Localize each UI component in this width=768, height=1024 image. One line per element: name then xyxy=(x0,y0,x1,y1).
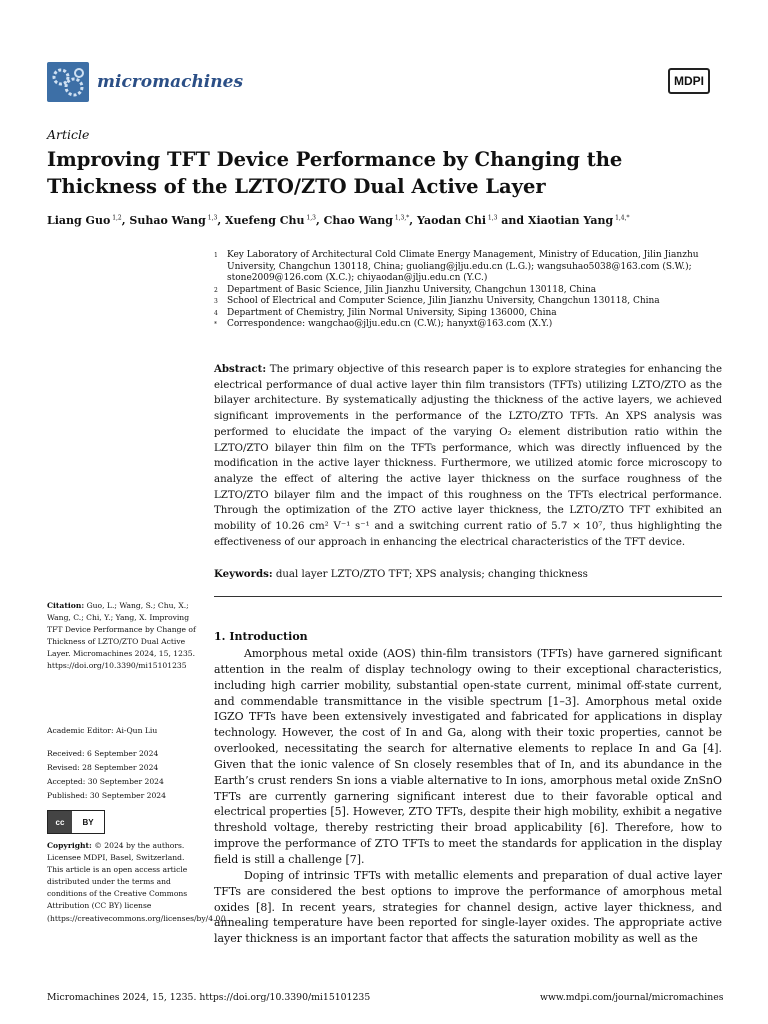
publisher-name: MDPI xyxy=(668,68,710,94)
affiliation-text: School of Electrical and Computer Science, Jilin Jianzhu University, Changchun 130118, China xyxy=(227,296,660,306)
affiliation-item xyxy=(214,296,724,308)
author-affiliation-mark: 1,3 xyxy=(486,214,498,222)
affiliation-mark: 4 xyxy=(214,309,218,317)
affiliation-text: Department of Chemistry, Jilin Normal University, Siping 136000, China xyxy=(227,307,557,318)
author-name[interactable]: Liang Guo xyxy=(47,214,111,227)
author-affiliation-mark: 1,4,* xyxy=(613,214,630,222)
article-type: Article xyxy=(47,127,90,142)
section-heading: 1. Introduction xyxy=(214,630,308,643)
date-accepted: Accepted: 30 September 2024 xyxy=(47,777,164,786)
affiliations xyxy=(214,250,724,331)
affiliation-item xyxy=(214,308,724,320)
author-affiliation-mark: 1,3,* xyxy=(392,214,410,222)
footer-citation[interactable]: Micromachines 2024, 15, 1235. https://doi.org/10.3390/mi15101235 xyxy=(47,992,371,1003)
footer-journal-link[interactable]: www.mdpi.com/journal/micromachines xyxy=(540,992,724,1003)
affiliation-text: Correspondence: wangchao@jlju.edu.cn (C.W.); hanyxt@163.com (X.Y.) xyxy=(227,319,553,329)
author-name[interactable]: Yaodan Chi xyxy=(416,214,486,227)
date-received: Received: 6 September 2024 xyxy=(47,749,159,758)
page-title: Improving TFT Device Performance by Changing the Thickness of the LZTO/ZTO Dual Active Layer xyxy=(47,148,623,198)
affiliation-text: Department of Basic Science, Jilin Jianzhu University, Changchun 130118, China xyxy=(227,284,597,295)
divider xyxy=(214,596,722,597)
academic-editor: Academic Editor: Ai-Qun Liu xyxy=(47,726,158,735)
keywords-text: dual layer LZTO/ZTO TFT; XPS analysis; changing thickness xyxy=(275,569,588,580)
author-name[interactable]: Chao Wang xyxy=(323,214,393,227)
affiliation-mark: 2 xyxy=(214,286,218,294)
copyright-block xyxy=(47,840,229,925)
citation-block xyxy=(47,600,197,673)
keywords-label: Keywords: xyxy=(214,568,273,580)
affiliation-text: Key Laboratory of Architectural Cold Climate Energy Management, Ministry of Education, Jilin Jianzhu University, Changchun 130118, China; guoliang@jlju.edu.cn (L.G.); wangsuhao5038@163.com (S.W.); stone2009@126.com (X.C.); chiyaodan@jlju.edu.cn (Y.C.) xyxy=(227,250,699,283)
cc-license-icon[interactable]: cc BY xyxy=(47,810,105,834)
author-list: Liang Guo $^{1,2}$, Suhao Wang $^{1,3}$, Xuefeng Chu $^{1,3}$, Chao Wang $^{1,3,*}$, Yaodan Chi $^{1,3}$ and Xiaotian Yang $^{1,4,*}$ xyxy=(47,214,630,227)
journal-name: micromachines xyxy=(97,72,244,92)
citation-text[interactable]: Guo, L.; Wang, S.; Chu, X.; Wang, C.; Chi, Y.; Yang, X. Improving TFT Device Performance by Change of Thickness of LZTO/ZTO Dual Active Layer. Micromachines 2024, 15, 1235. https://doi.org/10.3390/mi15101235 xyxy=(47,601,196,671)
date-revised: Revised: 28 September 2024 xyxy=(47,763,159,772)
paragraph: Amorphous metal oxide (AOS) thin-film transistors (TFTs) have garnered significant attention in the realm of display technology owing to their exceptional characteristics, including high carrier mobility, substantial open-state current, minimal off-state current, and commendable transmittance in the visible spectrum [1–3]. Amorphous metal oxide IGZO TFTs have been extensively investigated and fabricated for applications in display technology. However, the cost of In and Ga, along with their toxic properties, cannot be overlooked, necessitating the search for alternative elements to replace In and Ga [4]. Given that the ionic valence of Sn closely resembles that of In, and its abundance in the Earth’s crust renders Sn ions a viable alternative to In ions, amorphous metal oxide ZnSnO TFTs are currently garnering significant interest due to their favorable optical and electrical properties [5]. However, ZTO TFTs, despite their high mobility, exhibit a negative threshold voltage, thereby restricting their broad applicability [6]. Therefore, how to improve the performance of ZTO TFTs to meet the standards for application in the display field is still a challenge [7]. xyxy=(214,647,722,866)
author-name[interactable]: Xiaotian Yang xyxy=(527,214,614,227)
publisher-logo xyxy=(668,68,710,94)
affiliation-mark: 1 xyxy=(214,252,218,259)
affiliation-item xyxy=(214,285,724,297)
body-text xyxy=(214,646,722,947)
copyright-label: Copyright: xyxy=(47,841,92,850)
affiliation-item xyxy=(214,319,724,331)
author-name[interactable]: Suhao Wang xyxy=(129,214,206,227)
date-published: Published: 30 September 2024 xyxy=(47,791,166,800)
gears-icon xyxy=(47,62,89,102)
author-affiliation-mark: 1,3 xyxy=(205,214,218,222)
author-affiliation-mark: 1,2 xyxy=(110,214,122,222)
affiliation-item xyxy=(214,250,724,285)
author-affiliation-mark: 1,3 xyxy=(304,214,316,222)
abstract xyxy=(214,362,722,550)
citation-label: Citation: xyxy=(47,601,85,610)
journal-logo xyxy=(47,62,243,102)
keywords xyxy=(214,568,722,580)
author-name[interactable]: Xuefeng Chu xyxy=(225,214,305,227)
abstract-text: The primary objective of this research paper is to explore strategies for enhancing the electrical performance of dual active layer thin film transistors (TFTs) utilizing LZTO/ZTO as the bilayer architecture. By systematically adjusting the thickness of the active layers, we achieved significant improvements in the performance of the LZTO/ZTO TFTs. An XPS analysis was performed to elucidate the impact of the varying O₂ element distribution ratio within the LZTO/ZTO bilayer thin film on the TFTs performance, which was directly influenced by the modification in the active layer thickness. Furthermore, we utilized atomic force microscopy to analyze the effect of altering the active layer thickness on the surface roughness of the LZTO/ZTO bilayer film and the impact of this roughness on the TFTs electrical performance. Through the optimization of the ZTO active layer thickness, the LZTO/ZTO TFT exhibited an mobility of 10.26 cm² V⁻¹ s⁻¹ and a switching current ratio of 5.7 × 10⁷, thus highlighting the effectiveness of our approach in enhancing the electrical characteristics of the TFT device. xyxy=(214,364,722,548)
paragraph: Doping of intrinsic TFTs with metallic elements and preparation of dual active layer TFTs are considered the best options to improve the performance of amorphous metal oxides [8]. In recent years, strategies for channel design, active layer thickness, and annealing temperature have been reported for single-layer oxides. The appropriate active layer thickness is an important factor that affects the saturation mobility as well as the xyxy=(214,868,722,946)
abstract-label: Abstract: xyxy=(214,363,267,375)
affiliation-mark: 3 xyxy=(214,298,218,305)
affiliation-mark: * xyxy=(214,321,217,328)
copyright-text: © 2024 by the authors. Licensee MDPI, Basel, Switzerland. This article is an open access article distributed under the terms and conditions of the Creative Commons Attribution (CC BY) license (https://creativecommons.org/licenses/by/4.0/). xyxy=(47,841,229,923)
